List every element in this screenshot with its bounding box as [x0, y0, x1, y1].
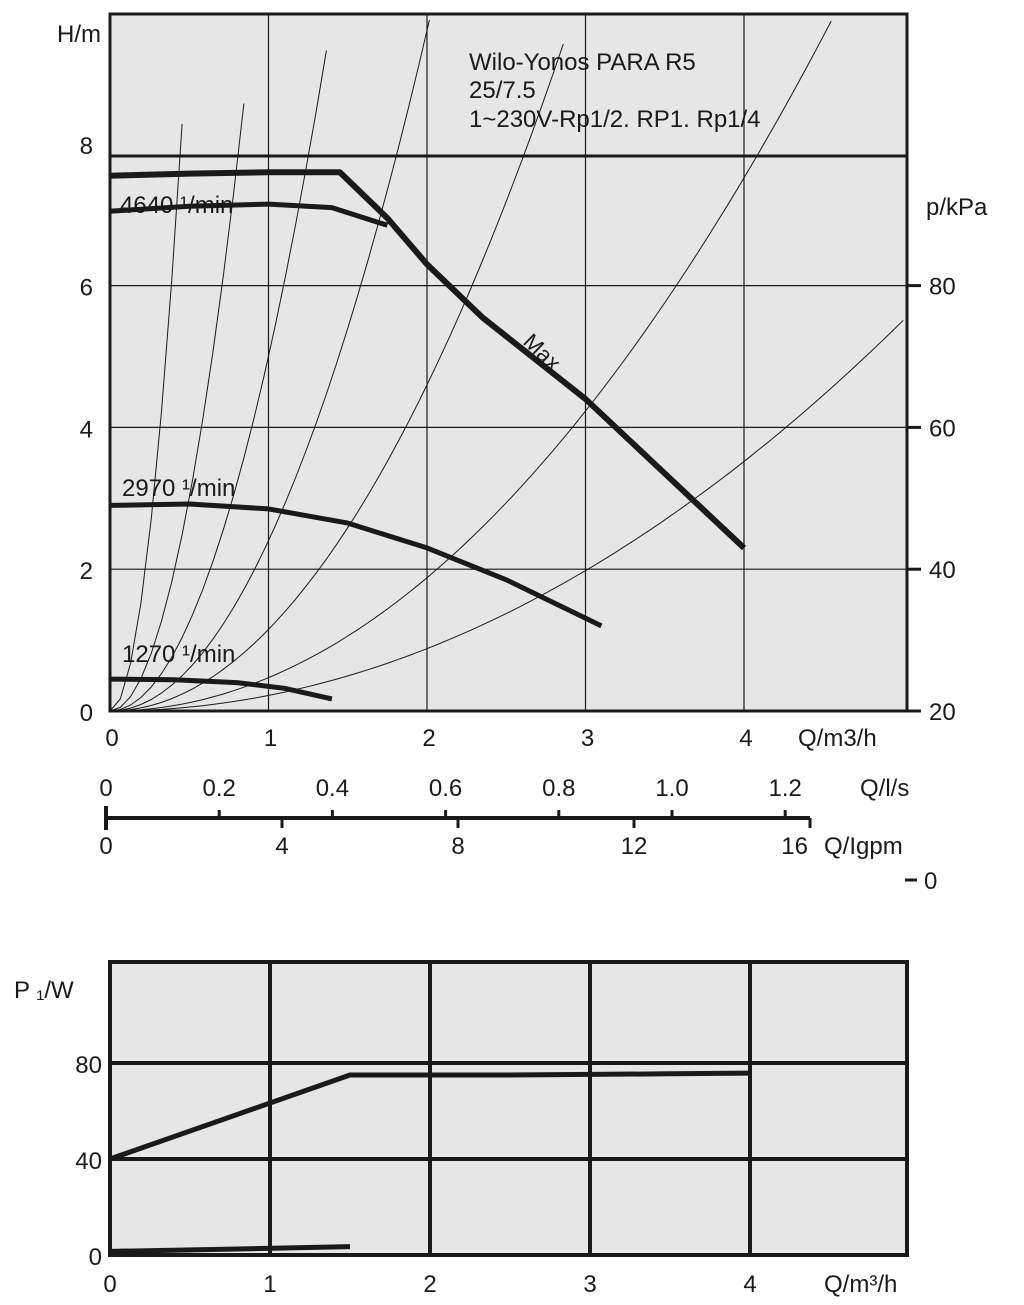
- x-tick-label: 2: [422, 725, 436, 752]
- igpm-tick-label: 0: [99, 833, 113, 860]
- y-axis-label: H/m: [57, 21, 101, 48]
- power-x-tick-label: 0: [103, 1271, 117, 1298]
- l-s-tick-label: 0.4: [315, 775, 350, 802]
- power-y-tick-labels: [75, 1052, 102, 1271]
- power-y-tick-label: 40: [75, 1148, 102, 1175]
- igpm-tick-label: 8: [451, 833, 465, 860]
- x-tick-label: 4: [739, 725, 753, 752]
- x-tick-label: 0: [105, 725, 119, 752]
- y-tick-label: 6: [79, 274, 93, 302]
- x-tick-label: 1: [263, 725, 278, 752]
- head-flow-chart: [57, 14, 988, 752]
- y2-axis-label: p/kPa: [926, 194, 988, 221]
- igpm-tick-label: 12: [620, 833, 648, 860]
- series-label-2970: 2970 ¹/min: [122, 475, 236, 502]
- y2-tick-label: 80: [929, 273, 956, 301]
- power-x-tick-label: 2: [423, 1271, 437, 1298]
- l-s-tick-label: 0.6: [428, 775, 463, 802]
- y-tick-labels: [80, 133, 93, 727]
- power-x-tick-labels: [103, 1271, 756, 1298]
- y2-tick-label: 40: [929, 557, 956, 585]
- title-line-2: 25/7.5: [469, 77, 536, 104]
- y-tick-label: 4: [79, 416, 93, 444]
- igpm-tick-labels: [99, 833, 808, 860]
- x-tick-label: 3: [580, 725, 595, 752]
- secondary-flow-scales: [99, 775, 937, 895]
- igpm-axis-label: Q/Igpm: [824, 833, 903, 860]
- y-tick-label: 0: [79, 700, 93, 727]
- y-tick-label: 2: [79, 558, 93, 586]
- power-axis-label: P ₁/W: [14, 977, 74, 1004]
- power-y-tick-label: 80: [75, 1052, 102, 1079]
- l-s-tick-label: 1.2: [768, 775, 802, 802]
- power-x-axis-label: Q/m³/h: [824, 1271, 898, 1298]
- igpm-tick-label: 16: [781, 833, 808, 860]
- series-label-1270: 1270 ¹/min: [122, 641, 236, 668]
- power-x-tick-label: 4: [743, 1271, 757, 1298]
- y2-tick-label: 20: [929, 699, 956, 726]
- title-line-3: 1~230V-Rp1/2. RP1. Rp1/4: [469, 106, 761, 133]
- y2-zero-label: 0: [924, 868, 938, 895]
- y2-tick-labels: [907, 274, 956, 726]
- l-s-tick-labels: [99, 775, 802, 802]
- power-y-tick-label: 0: [88, 1244, 102, 1271]
- series-label-max: Max.: [518, 328, 571, 380]
- power-x-tick-label: 1: [263, 1271, 277, 1298]
- l-s-tick-label: 1.0: [655, 775, 689, 802]
- x-tick-labels: [105, 725, 752, 752]
- x-axis-label: Q/m3/h: [798, 725, 877, 752]
- power-x-tick-label: 3: [583, 1271, 597, 1298]
- igpm-tick-label: 4: [275, 833, 289, 860]
- plot-area-bottom: [110, 962, 907, 1255]
- y-tick-label: 8: [79, 132, 93, 160]
- l-s-tick-label: 0.8: [542, 775, 576, 802]
- series-label-4640: 4640 ¹/min: [120, 192, 234, 219]
- l-s-tick-label: 0: [99, 775, 113, 802]
- power-chart: [14, 962, 907, 1298]
- l-s-tick-label: 0.2: [202, 775, 236, 802]
- title-line-1: Wilo-Yonos PARA R5: [469, 49, 696, 76]
- l-s-axis-label: Q/l/s: [860, 775, 910, 802]
- y2-tick-label: 60: [929, 415, 956, 443]
